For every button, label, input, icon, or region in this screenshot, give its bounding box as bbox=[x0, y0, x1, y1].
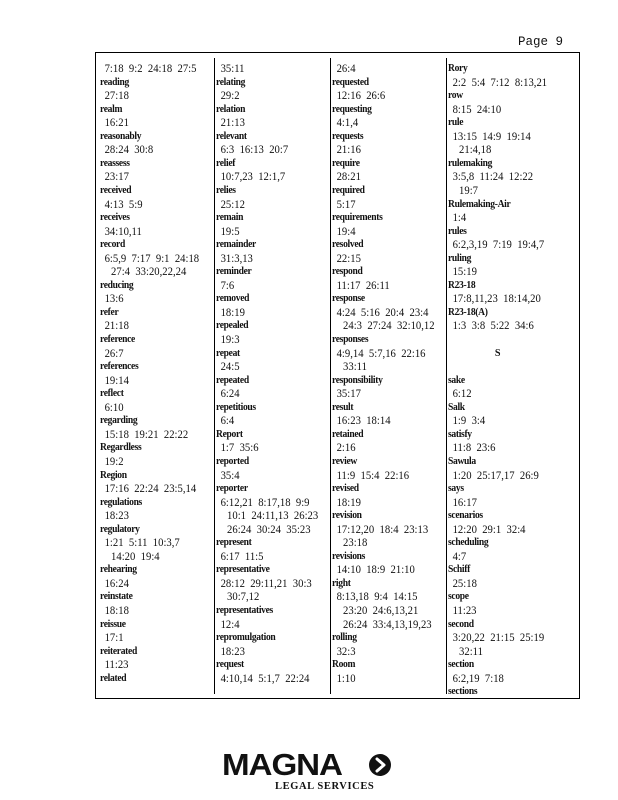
logo-brand: MAGNA bbox=[222, 747, 342, 782]
index-term: related bbox=[100, 672, 127, 684]
index-term: regulations bbox=[100, 496, 142, 508]
page-line-refs: 18:19 bbox=[336, 495, 361, 509]
index-term: reiterated bbox=[100, 645, 137, 657]
page-line-refs: 19:7 bbox=[459, 183, 479, 197]
index-term: reissue bbox=[100, 618, 126, 630]
page-line-refs: 24:5 bbox=[220, 360, 240, 374]
page-line-refs: 4:9,14 5:7,16 22:16 bbox=[336, 346, 426, 360]
index-term: regarding bbox=[100, 415, 138, 427]
index-term: R23-18 bbox=[448, 279, 476, 291]
page-line-refs: 32:3 bbox=[336, 644, 356, 658]
page-line-refs: 33:11 bbox=[343, 360, 367, 374]
page-line-refs: 19:2 bbox=[104, 454, 124, 468]
index-term: requested bbox=[332, 76, 369, 88]
index-term: revision bbox=[332, 510, 362, 522]
index-term: reducing bbox=[100, 279, 134, 291]
page-line-refs: 10:7,23 12:1,7 bbox=[220, 170, 286, 184]
index-term: reference bbox=[100, 334, 135, 345]
index-term: repeat bbox=[216, 347, 240, 359]
index-term: reasonably bbox=[100, 130, 142, 142]
page-line-refs: 24:3 27:24 32:10,12 bbox=[343, 319, 435, 333]
index-term: require bbox=[332, 157, 360, 169]
page-line-refs: 6:10 bbox=[104, 400, 124, 414]
page-line-refs: 6:5,9 7:17 9:1 24:18 bbox=[104, 251, 200, 265]
page-line-refs: 2:16 bbox=[336, 441, 356, 455]
page-line-refs: 6:12 bbox=[452, 387, 472, 401]
index-term: scheduling bbox=[448, 537, 489, 549]
index-term: row bbox=[448, 90, 463, 102]
index-term: relating bbox=[216, 76, 246, 88]
index-term: request bbox=[216, 659, 244, 671]
page-line-refs: 34:10,11 bbox=[104, 224, 142, 238]
page-line-refs: 6:24 bbox=[220, 387, 240, 401]
page-line-refs: 4:7 bbox=[452, 549, 467, 563]
index-term: responsibility bbox=[332, 374, 383, 386]
index-term: receives bbox=[100, 212, 130, 224]
column-divider bbox=[330, 58, 331, 694]
page-line-refs: 6:4 bbox=[220, 414, 235, 428]
page-line-refs: 23:20 24:6,13,21 bbox=[343, 604, 419, 617]
index-term: repromulgation bbox=[216, 632, 276, 644]
index-term: result bbox=[332, 401, 354, 413]
index-term: Region bbox=[100, 469, 127, 481]
index-term: rolling bbox=[332, 632, 357, 644]
index-term: reading bbox=[100, 76, 129, 88]
index-term: required bbox=[332, 184, 365, 196]
page-line-refs: 17:16 22:24 23:5,14 bbox=[104, 482, 197, 496]
page-line-refs: 8:13,18 9:4 14:15 bbox=[336, 590, 418, 604]
page-line-refs: 6:17 11:5 bbox=[220, 549, 264, 563]
page-line-refs: 17:12,20 18:4 23:13 bbox=[336, 522, 429, 536]
page-line-refs: 21:16 bbox=[336, 143, 361, 157]
page-number: Page 9 bbox=[518, 35, 564, 49]
index-term: representative bbox=[216, 564, 270, 576]
page-line-refs: 8:15 24:10 bbox=[452, 102, 502, 116]
index-term: repealed bbox=[216, 320, 249, 332]
index-term: sections bbox=[448, 686, 478, 698]
page-line-refs: 1:20 25:17,17 26:9 bbox=[452, 468, 539, 482]
page-line-refs: 3:5,8 11:24 12:22 bbox=[452, 170, 534, 184]
page-line-refs: 12:4 bbox=[220, 617, 240, 631]
index-term: relevant bbox=[216, 130, 247, 142]
index-term: rules bbox=[448, 225, 467, 237]
page-line-refs: 12:20 29:1 32:4 bbox=[452, 522, 526, 536]
page-line-refs: 4:1,4 bbox=[336, 116, 359, 130]
page-line-refs: 6:2,3,19 7:19 19:4,7 bbox=[452, 238, 545, 252]
page-line-refs: 14:20 19:4 bbox=[111, 549, 160, 563]
index-term: requirements bbox=[332, 212, 383, 224]
index-term: reporter bbox=[216, 483, 248, 495]
index-term: ruling bbox=[448, 252, 472, 264]
page-line-refs: 4:24 5:16 20:4 23:4 bbox=[336, 305, 429, 319]
index-term: responses bbox=[332, 334, 369, 345]
index-term: relies bbox=[216, 184, 236, 196]
page-line-refs: 16:24 bbox=[104, 576, 129, 590]
page-line-refs: 26:7 bbox=[104, 346, 124, 360]
page-line-refs: 16:23 18:14 bbox=[336, 414, 391, 428]
index-term: Regardless bbox=[100, 442, 142, 454]
page-line-refs: 11:23 bbox=[452, 604, 477, 617]
index-term: reminder bbox=[216, 266, 252, 278]
page-line-refs: 6:12,21 8:17,18 9:9 bbox=[220, 495, 310, 509]
index-term: Report bbox=[216, 428, 243, 440]
page-line-refs: 27:4 33:20,22,24 bbox=[111, 265, 187, 279]
index-term: representatives bbox=[216, 605, 273, 616]
index-term: remainder bbox=[216, 239, 256, 251]
page-line-refs: 26:4 bbox=[336, 62, 356, 75]
page-line-refs: 29:2 bbox=[220, 89, 240, 103]
index-term: Rory bbox=[448, 63, 468, 74]
index-term: scenarios bbox=[448, 510, 483, 522]
index-term: section bbox=[448, 659, 474, 671]
column-divider bbox=[446, 58, 447, 694]
index-term: record bbox=[100, 239, 125, 251]
page-line-refs: 35:11 bbox=[220, 62, 245, 75]
index-term: received bbox=[100, 184, 132, 196]
page-line-refs: 11:9 15:4 22:16 bbox=[336, 468, 410, 482]
page-line-refs: 18:23 bbox=[104, 509, 129, 523]
index-term: second bbox=[448, 618, 474, 630]
page-line-refs: 1:7 35:6 bbox=[220, 441, 259, 455]
index-term: Room bbox=[332, 659, 356, 671]
index-term: removed bbox=[216, 293, 250, 305]
page-line-refs: 22:15 bbox=[336, 251, 361, 265]
index-term: satisfy bbox=[448, 428, 472, 440]
page-line-refs: 12:16 26:6 bbox=[336, 89, 386, 103]
index-term: repetitious bbox=[216, 401, 256, 413]
logo-tagline: LEGAL SERVICES bbox=[275, 781, 375, 792]
index-term: relief bbox=[216, 157, 236, 169]
index-term: represent bbox=[216, 537, 252, 549]
index-term: Salk bbox=[448, 401, 465, 413]
page-line-refs: 23:18 bbox=[343, 536, 368, 550]
page-line-refs: 26:24 30:24 35:23 bbox=[227, 522, 311, 536]
section-letter: S bbox=[494, 346, 501, 359]
index-term: scope bbox=[448, 591, 469, 603]
page-line-refs: 19:5 bbox=[220, 224, 240, 238]
index-term: R23-18(A) bbox=[448, 306, 488, 318]
index-term: requesting bbox=[332, 103, 372, 115]
page-line-refs: 19:4 bbox=[336, 224, 356, 238]
index-term: retained bbox=[332, 428, 364, 440]
page-line-refs: 1:3 3:8 5:22 34:6 bbox=[452, 319, 534, 333]
page-line-refs: 23:17 bbox=[104, 170, 129, 184]
page-line-refs: 13:6 bbox=[104, 292, 124, 306]
page-line-refs: 28:12 29:11,21 30:3 bbox=[220, 576, 312, 590]
magna-logo bbox=[222, 748, 396, 794]
page-line-refs: 17:8,11,23 18:14,20 bbox=[452, 292, 541, 306]
page-line-refs: 13:15 14:9 19:14 bbox=[452, 129, 531, 143]
index-term: relation bbox=[216, 103, 246, 115]
page-line-refs: 11:17 26:11 bbox=[336, 278, 390, 292]
page-line-refs: 7:6 bbox=[220, 278, 235, 292]
index-term: rulemaking bbox=[448, 157, 493, 169]
page-line-refs: 31:3,13 bbox=[220, 251, 253, 265]
index-term: reflect bbox=[100, 388, 124, 400]
index-term: rule bbox=[448, 117, 464, 129]
page-line-refs: 4:13 5:9 bbox=[104, 197, 143, 211]
index-term: refer bbox=[100, 306, 119, 318]
page-line-refs: 19:14 bbox=[104, 373, 129, 387]
page-line-refs: 18:18 bbox=[104, 604, 129, 617]
arrow-icon bbox=[369, 754, 391, 776]
page-line-refs: 2:2 5:4 7:12 8:13,21 bbox=[452, 75, 548, 89]
page-line-refs: 35:4 bbox=[220, 468, 240, 482]
index-term: right bbox=[332, 577, 351, 589]
page-line-refs: 16:21 bbox=[104, 116, 129, 130]
page-line-refs: 16:17 bbox=[452, 495, 477, 509]
page-line-refs: 10:1 24:11,13 26:23 bbox=[227, 509, 319, 523]
index-term: reported bbox=[216, 455, 249, 467]
index-term: Sawula bbox=[448, 455, 476, 467]
page-line-refs: 17:1 bbox=[104, 631, 124, 645]
page-line-refs: 21:18 bbox=[104, 319, 129, 333]
page-line-refs: 30:7,12 bbox=[227, 590, 260, 604]
page-line-refs: 3:20,22 21:15 25:19 bbox=[452, 631, 545, 645]
page-line-refs: 1:10 bbox=[336, 671, 356, 685]
index-term: regulatory bbox=[100, 523, 140, 535]
page-line-refs: 11:23 bbox=[104, 658, 129, 672]
page-line-refs: 1:4 bbox=[452, 211, 467, 225]
index-term: requests bbox=[332, 130, 364, 142]
page-line-refs: 25:18 bbox=[452, 576, 477, 590]
page-line-refs: 1:21 5:11 10:3,7 bbox=[104, 536, 180, 550]
page-line-refs: 25:12 bbox=[220, 197, 245, 211]
page-line-refs: 15:19 bbox=[452, 265, 477, 279]
index-term: respond bbox=[332, 266, 363, 278]
index-term: Rulemaking-Air bbox=[448, 198, 511, 210]
index-term: rehearing bbox=[100, 564, 137, 576]
page-line-refs: 18:23 bbox=[220, 644, 245, 658]
index-term: response bbox=[332, 293, 365, 305]
page-line-refs: 28:21 bbox=[336, 170, 361, 184]
index-term: realm bbox=[100, 103, 123, 115]
index-term: revisions bbox=[332, 550, 366, 562]
column-divider bbox=[214, 58, 215, 694]
page-line-refs: 1:9 3:4 bbox=[452, 414, 486, 428]
page-line-refs: 7:18 9:2 24:18 27:5 bbox=[104, 62, 197, 75]
page-line-refs: 32:11 bbox=[459, 644, 483, 658]
index-term: sake bbox=[448, 374, 465, 386]
page-line-refs: 11:8 23:6 bbox=[452, 441, 496, 455]
index-term: Schiff bbox=[448, 564, 470, 576]
index-term: remain bbox=[216, 212, 244, 224]
index-term: review bbox=[332, 455, 357, 467]
index-term: reassess bbox=[100, 157, 130, 169]
page-line-refs: 18:19 bbox=[220, 305, 245, 319]
page-line-refs: 21:13 bbox=[220, 116, 245, 130]
page-line-refs: 4:10,14 5:1,7 22:24 bbox=[220, 671, 310, 685]
index-term: repeated bbox=[216, 374, 249, 386]
page-line-refs: 21:4,18 bbox=[459, 143, 492, 157]
index-term: revised bbox=[332, 483, 359, 495]
page-line-refs: 14:10 18:9 21:10 bbox=[336, 563, 415, 577]
page-line-refs: 6:2,19 7:18 bbox=[452, 671, 504, 685]
page-line-refs: 6:3 16:13 20:7 bbox=[220, 143, 289, 157]
index-term: reinstate bbox=[100, 591, 133, 603]
page-line-refs: 19:3 bbox=[220, 333, 240, 346]
index-term: says bbox=[448, 483, 464, 495]
page-line-refs: 28:24 30:8 bbox=[104, 143, 154, 157]
page-line-refs: 5:17 bbox=[336, 197, 356, 211]
page-line-refs: 26:24 33:4,13,19,23 bbox=[343, 617, 432, 631]
page-line-refs: 27:18 bbox=[104, 89, 129, 103]
index-term: references bbox=[100, 361, 139, 373]
page-line-refs: 15:18 19:21 22:22 bbox=[104, 427, 189, 441]
page-line-refs: 35:17 bbox=[336, 387, 361, 401]
index-term: resolved bbox=[332, 239, 364, 251]
